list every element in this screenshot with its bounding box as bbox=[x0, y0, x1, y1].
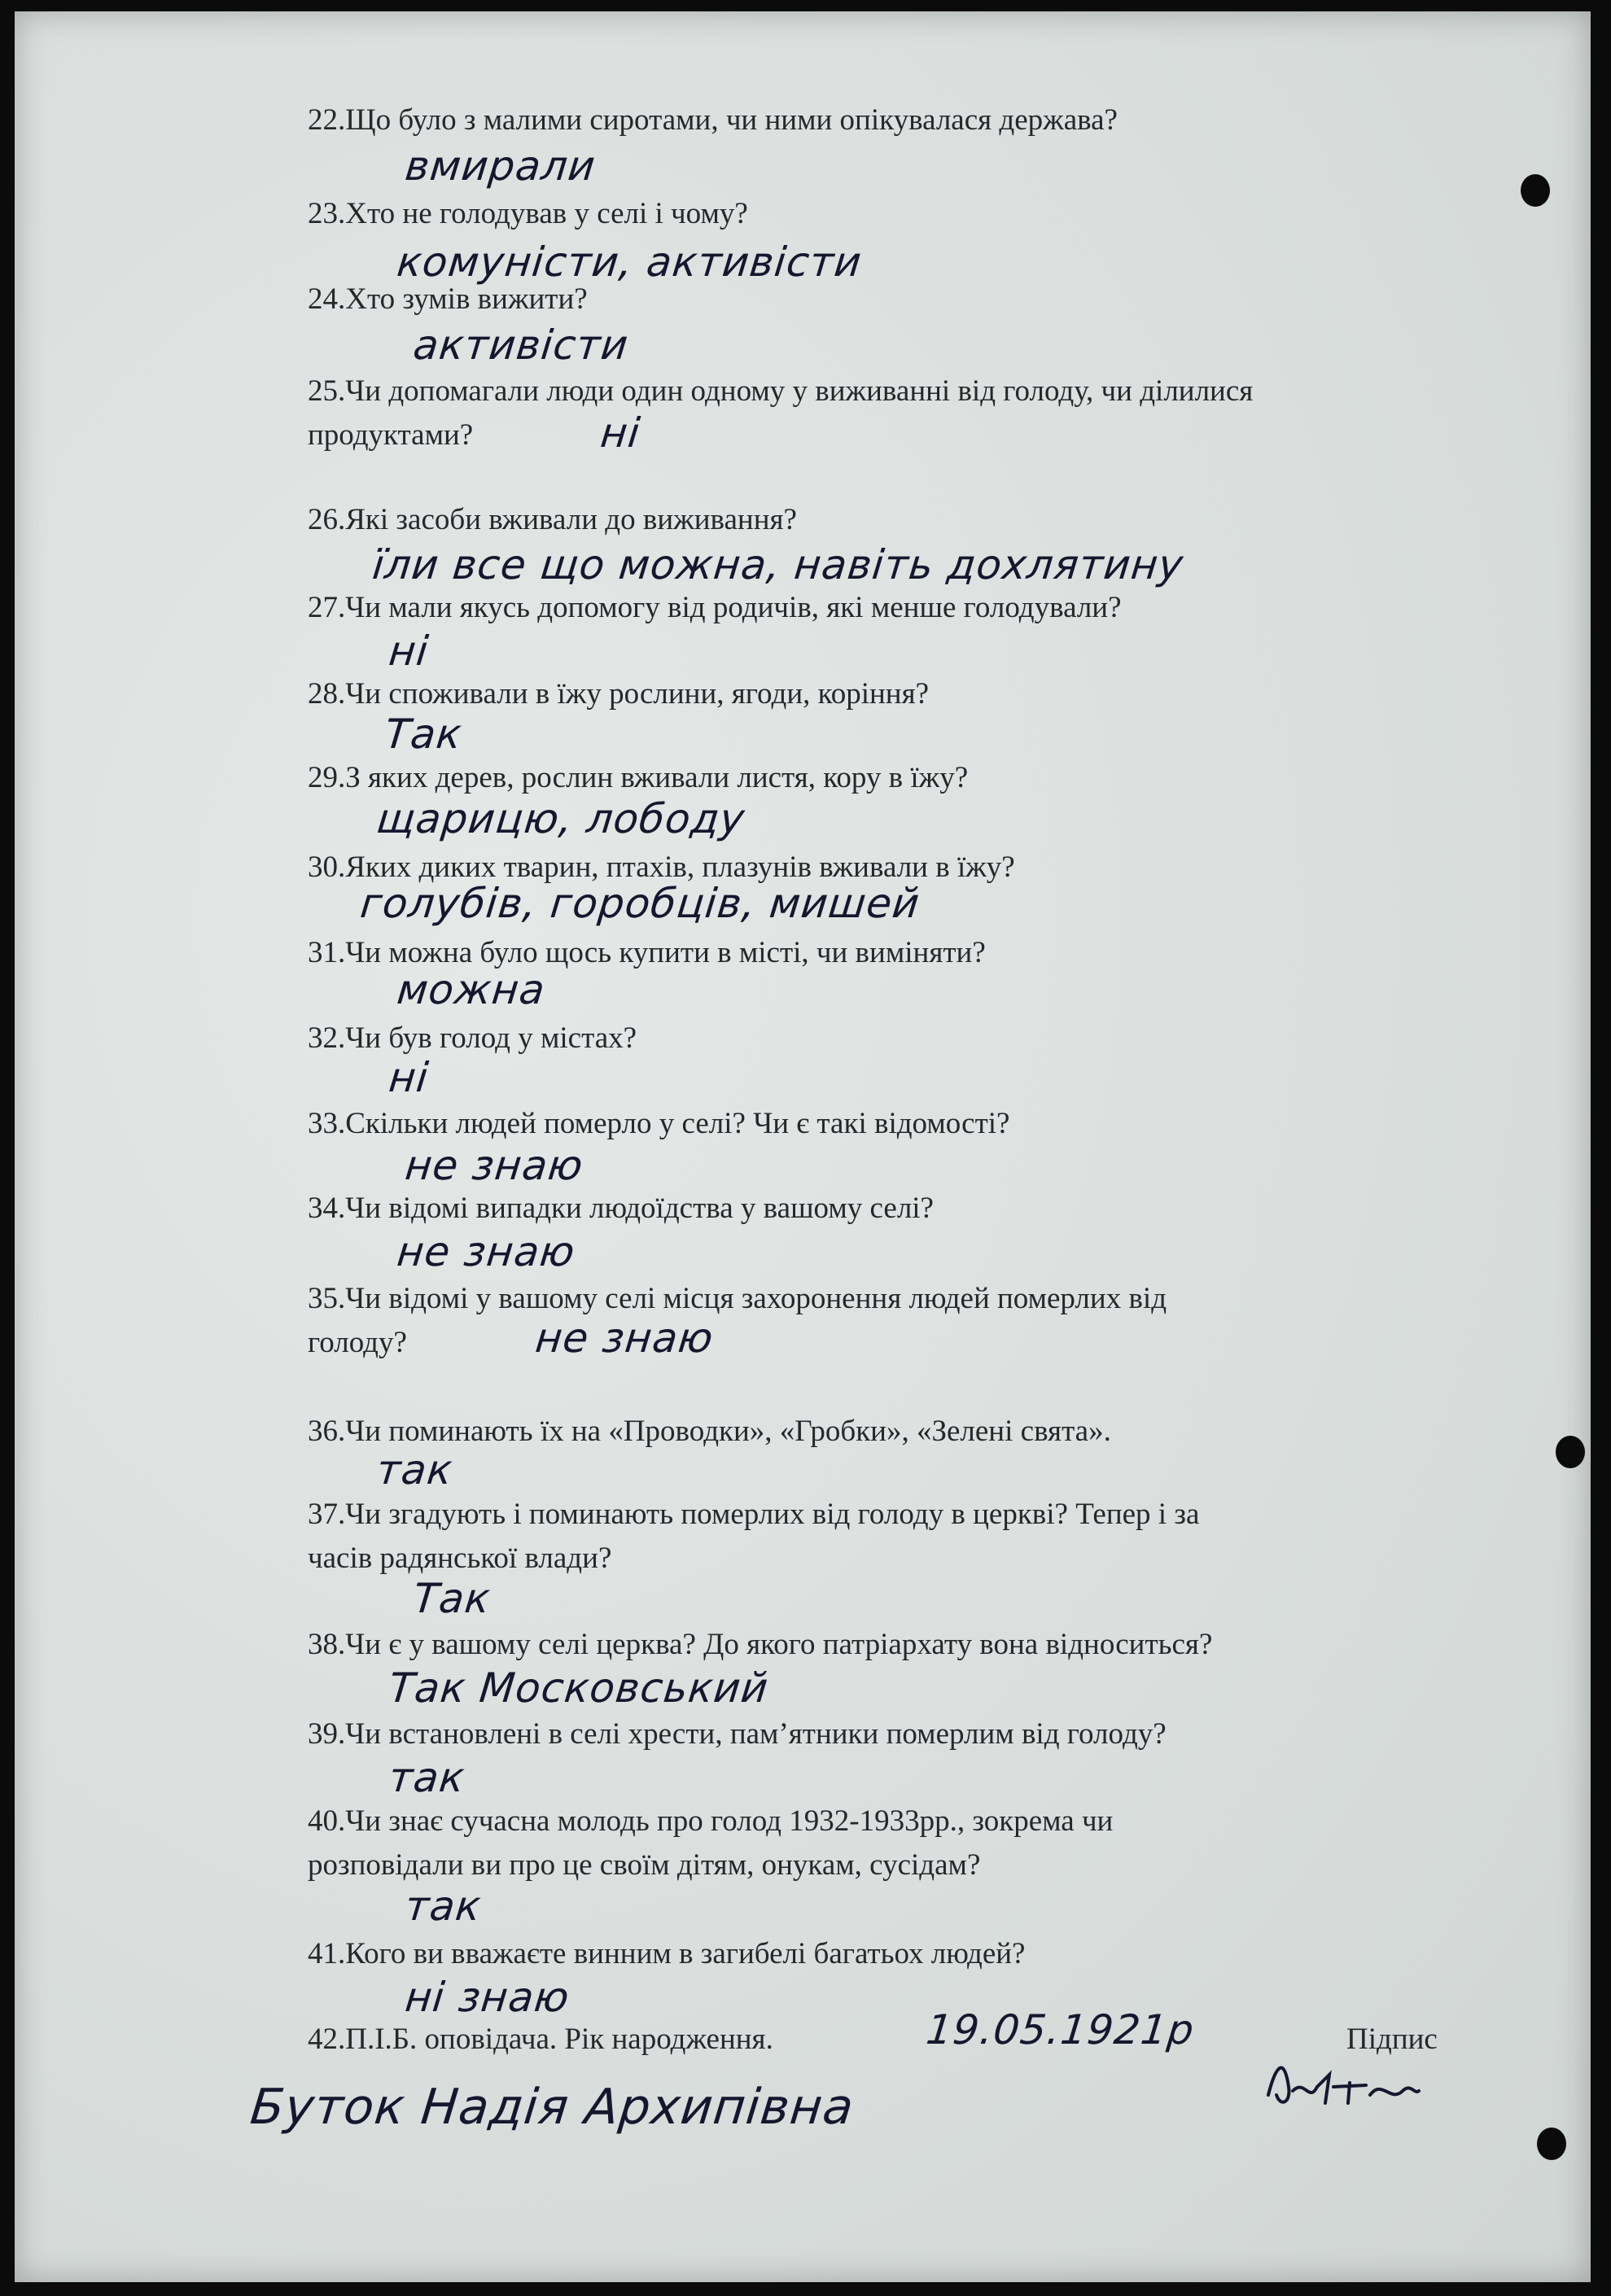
question-24: 24.Хто зумів вижити? bbox=[308, 282, 588, 316]
question-41: 41.Кого ви вважаєте винним в загибелі багатьох людей? bbox=[308, 1937, 1026, 1970]
answer-24: активісти bbox=[410, 321, 631, 369]
answer-33: не знаю bbox=[402, 1142, 586, 1189]
punch-hole bbox=[1537, 2128, 1566, 2160]
question-28: 28.Чи споживали в їжу рослини, ягоди, коріння? bbox=[308, 677, 930, 711]
question-33: 33.Скільки людей померло у селі? Чи є такі відомості? bbox=[308, 1107, 1010, 1140]
question-40: 40.Чи знає сучасна молодь про голод 1932-1933рр., зокрема чи розповідали ви про це своїм дітям, онукам, сусідам? bbox=[308, 1804, 1114, 1882]
answer-34: не знаю bbox=[394, 1228, 578, 1275]
question-36: 36.Чи поминають їх на «Проводки», «Гробки», «Зелені свята». bbox=[308, 1415, 1111, 1448]
answer-27: ні bbox=[386, 628, 431, 675]
question-39: 39.Чи встановлені в селі хрести, пам’ятники померлим від голоду? bbox=[308, 1717, 1167, 1751]
answer-36: так bbox=[374, 1446, 456, 1493]
handwritten-signature bbox=[1260, 2046, 1423, 2119]
answer-41: ні знаю bbox=[402, 1974, 572, 2021]
answer-22: вмирали bbox=[402, 142, 598, 190]
question-22: 22.Що було з малими сиротами, чи ними опікувалася держава? bbox=[308, 103, 1118, 137]
answer-32: ні bbox=[386, 1054, 431, 1101]
narrator-name: Буток Надія Архипівна bbox=[247, 2079, 857, 2136]
answer-40: так bbox=[402, 1883, 484, 1930]
question-32: 32.Чи був голод у містах? bbox=[308, 1021, 637, 1055]
question-37: 37.Чи згадують і поминають померлих від голоду в церкві? Тепер і за часів радянської влади? bbox=[308, 1498, 1200, 1575]
signature-label: Підпис bbox=[1346, 2023, 1438, 2056]
question-29: 29.З яких дерев, рослин вживали листя, кору в їжу? bbox=[308, 761, 969, 794]
answer-31: можна bbox=[394, 966, 548, 1013]
answer-38: Так Московський bbox=[386, 1664, 771, 1712]
question-26: 26.Які засоби вживали до виживання? bbox=[308, 503, 797, 536]
answer-26: їли все що можна, навіть дохлятину bbox=[370, 541, 1186, 588]
question-34: 34.Чи відомі випадки людоїдства у вашому селі? bbox=[308, 1192, 934, 1225]
punch-hole bbox=[1556, 1436, 1585, 1468]
answer-42-birth-date: 19.05.1921р bbox=[923, 2006, 1197, 2053]
question-30: 30.Яких диких тварин, птахів, плазунів вживали в їжу? bbox=[308, 851, 1015, 884]
answer-28: Так bbox=[382, 711, 465, 758]
question-27: 27.Чи мали якусь допомогу від родичів, які менше голодували? bbox=[308, 591, 1122, 624]
answer-29: щарицю, лободу bbox=[374, 795, 748, 842]
question-42: 42.П.І.Б. оповідача. Рік народження. bbox=[308, 2023, 773, 2056]
question-23: 23.Хто не голодував у селі і чому? bbox=[308, 197, 748, 230]
answer-23: комуністи, активісти bbox=[394, 238, 865, 286]
question-31: 31.Чи можна було щось купити в місті, чи виміняти? bbox=[308, 936, 986, 969]
answer-37: Так bbox=[410, 1575, 493, 1622]
answer-35: не знаю bbox=[532, 1314, 716, 1362]
questionnaire-page bbox=[15, 11, 1591, 2282]
question-25: 25.Чи допомагали люди один одному у виживанні від голоду, чи ділилися продуктами? bbox=[308, 374, 1254, 452]
answer-39: так bbox=[386, 1754, 468, 1801]
question-38: 38.Чи є у вашому селі церква? До якого патріархату вона відноситься? bbox=[308, 1628, 1213, 1661]
question-35: 35.Чи відомі у вашому селі місця захоронення людей померлих від голоду? bbox=[308, 1282, 1167, 1359]
answer-25: ні bbox=[598, 409, 643, 457]
answer-30: голубів, горобців, мишей bbox=[357, 880, 922, 927]
